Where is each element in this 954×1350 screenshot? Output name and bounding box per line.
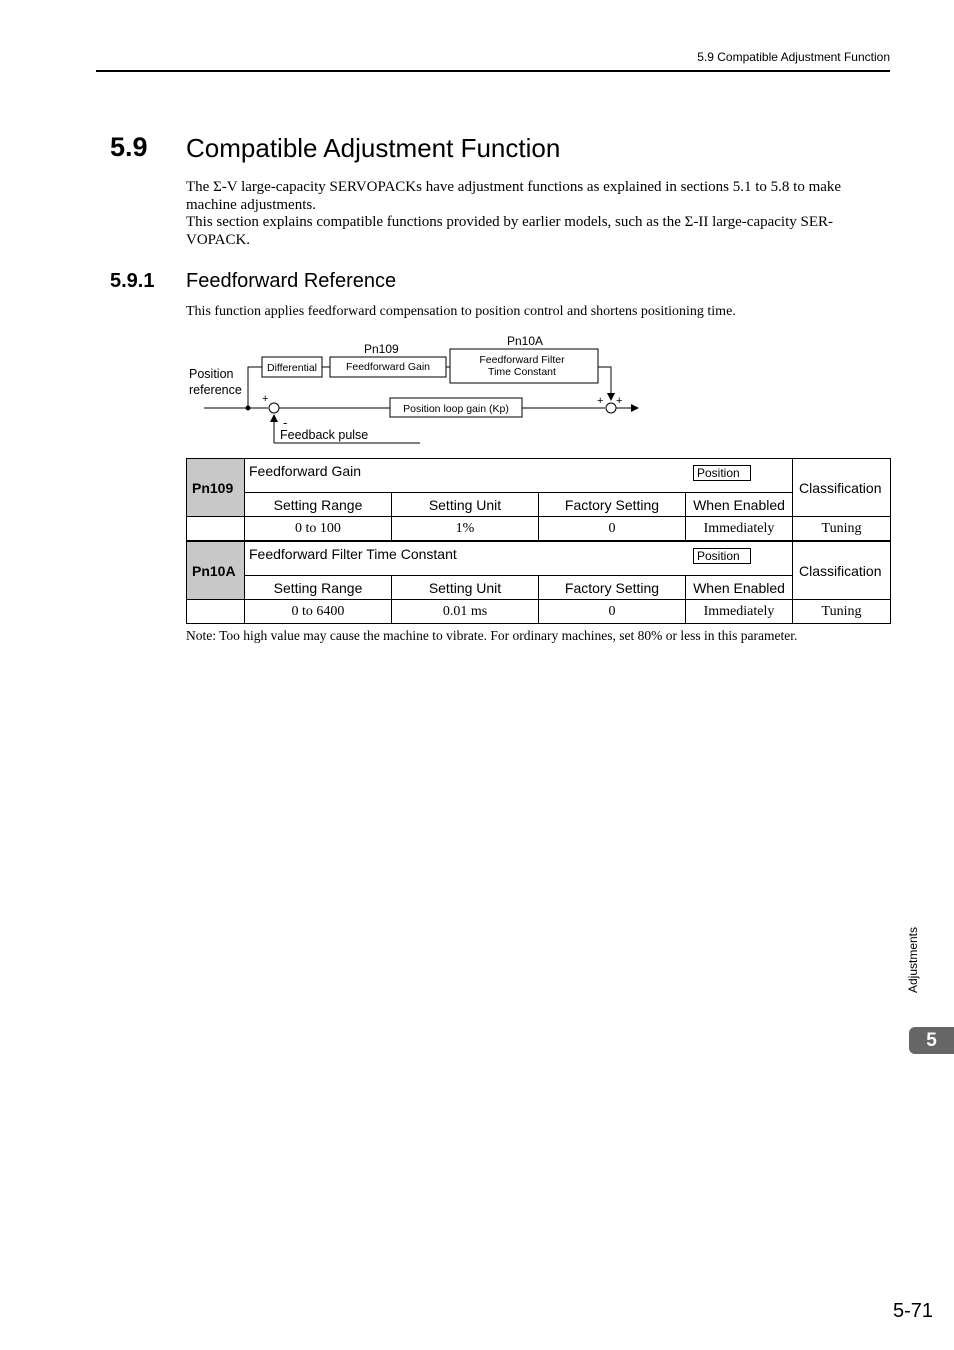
param-number: Pn10A [187, 542, 245, 600]
summing-junction-2 [606, 403, 616, 413]
kp-label: Position loop gain (Kp) [403, 403, 509, 415]
value-setting-unit: 1% [392, 517, 539, 541]
param-name-cell [245, 459, 793, 493]
chapter-tab: 5 [909, 1027, 954, 1054]
ff-filter-label-line2: Time Constant [488, 366, 556, 378]
classification-header: Classification [793, 542, 891, 600]
subsection-description: This function applies feedforward compensation to position control and shortens positioning time. [186, 304, 736, 319]
feedback-label: Feedback pulse [280, 428, 369, 442]
input-label-line1: Position [189, 367, 234, 381]
header-when-enabled: When Enabled [686, 493, 793, 517]
value-classification: Tuning [793, 600, 891, 624]
empty-cell [187, 600, 245, 624]
value-when-enabled: Immediately [686, 600, 793, 624]
running-header: 5.9 Compatible Adjustment Function [697, 50, 890, 64]
intro-paragraph-2: This section explains compatible functions provided by earlier models, such as the Σ-II large-capacity SER-VOPACK. [186, 214, 834, 248]
control-mode-tag: Position [693, 465, 751, 481]
junction1-plus: + [262, 393, 269, 405]
header-setting-range: Setting Range [245, 493, 392, 517]
junction2-plus-right: + [616, 395, 623, 407]
summing-junction-1 [269, 403, 279, 413]
value-setting-range: 0 to 100 [245, 517, 392, 541]
param-name: Feedforward Gain [249, 463, 362, 479]
value-setting-unit: 0.01 ms [392, 600, 539, 624]
subsection-number: 5.9.1 [110, 270, 155, 292]
junction1-minus: - [283, 415, 288, 430]
pn10a-label: Pn10A [507, 334, 544, 348]
header-setting-range: Setting Range [245, 576, 392, 600]
section-number: 5.9 [110, 132, 148, 162]
header-setting-unit: Setting Unit [392, 493, 539, 517]
empty-cell [187, 517, 245, 541]
junction2-plus-left: + [597, 395, 604, 407]
header-when-enabled: When Enabled [686, 576, 793, 600]
value-setting-range: 0 to 6400 [245, 600, 392, 624]
value-when-enabled: Immediately [686, 517, 793, 541]
header-factory-setting: Factory Setting [539, 576, 686, 600]
feedforward-block-diagram [0, 0, 954, 460]
section-title: Compatible Adjustment Function [186, 133, 561, 163]
param-name: Feedforward Filter Time Constant [249, 546, 457, 562]
note: Note: Too high value may cause the machine to vibrate. For ordinary machines, set 80% or less in this parameter. [186, 628, 798, 643]
page-number: 5-71 [893, 1300, 934, 1322]
param-name-cell [245, 542, 793, 576]
ff-filter-label-line1: Feedforward Filter [479, 354, 565, 366]
value-classification: Tuning [793, 517, 891, 541]
param-table-pn109 [186, 458, 891, 541]
control-mode-tag: Position [693, 548, 751, 564]
classification-header: Classification [793, 459, 891, 517]
value-factory-setting: 0 [539, 517, 686, 541]
header-factory-setting: Factory Setting [539, 493, 686, 517]
header-setting-unit: Setting Unit [392, 576, 539, 600]
param-number: Pn109 [187, 459, 245, 517]
ff-gain-label: Feedforward Gain [345, 361, 431, 373]
side-chapter-text: Adjustments [906, 926, 920, 994]
side-chapter-label [898, 920, 928, 1000]
param-table-pn10a [186, 541, 891, 624]
intro-paragraph-1: The Σ-V large-capacity SERVOPACKs have adjustment functions as explained in sections 5.1 to 5.8 to make machine adjustments. [186, 179, 842, 213]
pn109-label: Pn109 [364, 342, 399, 356]
subsection-title: Feedforward Reference [186, 270, 397, 292]
differential-label: Differential [267, 362, 317, 374]
branch-line [248, 367, 262, 408]
value-factory-setting: 0 [539, 600, 686, 624]
input-label-line2: reference [189, 383, 242, 397]
